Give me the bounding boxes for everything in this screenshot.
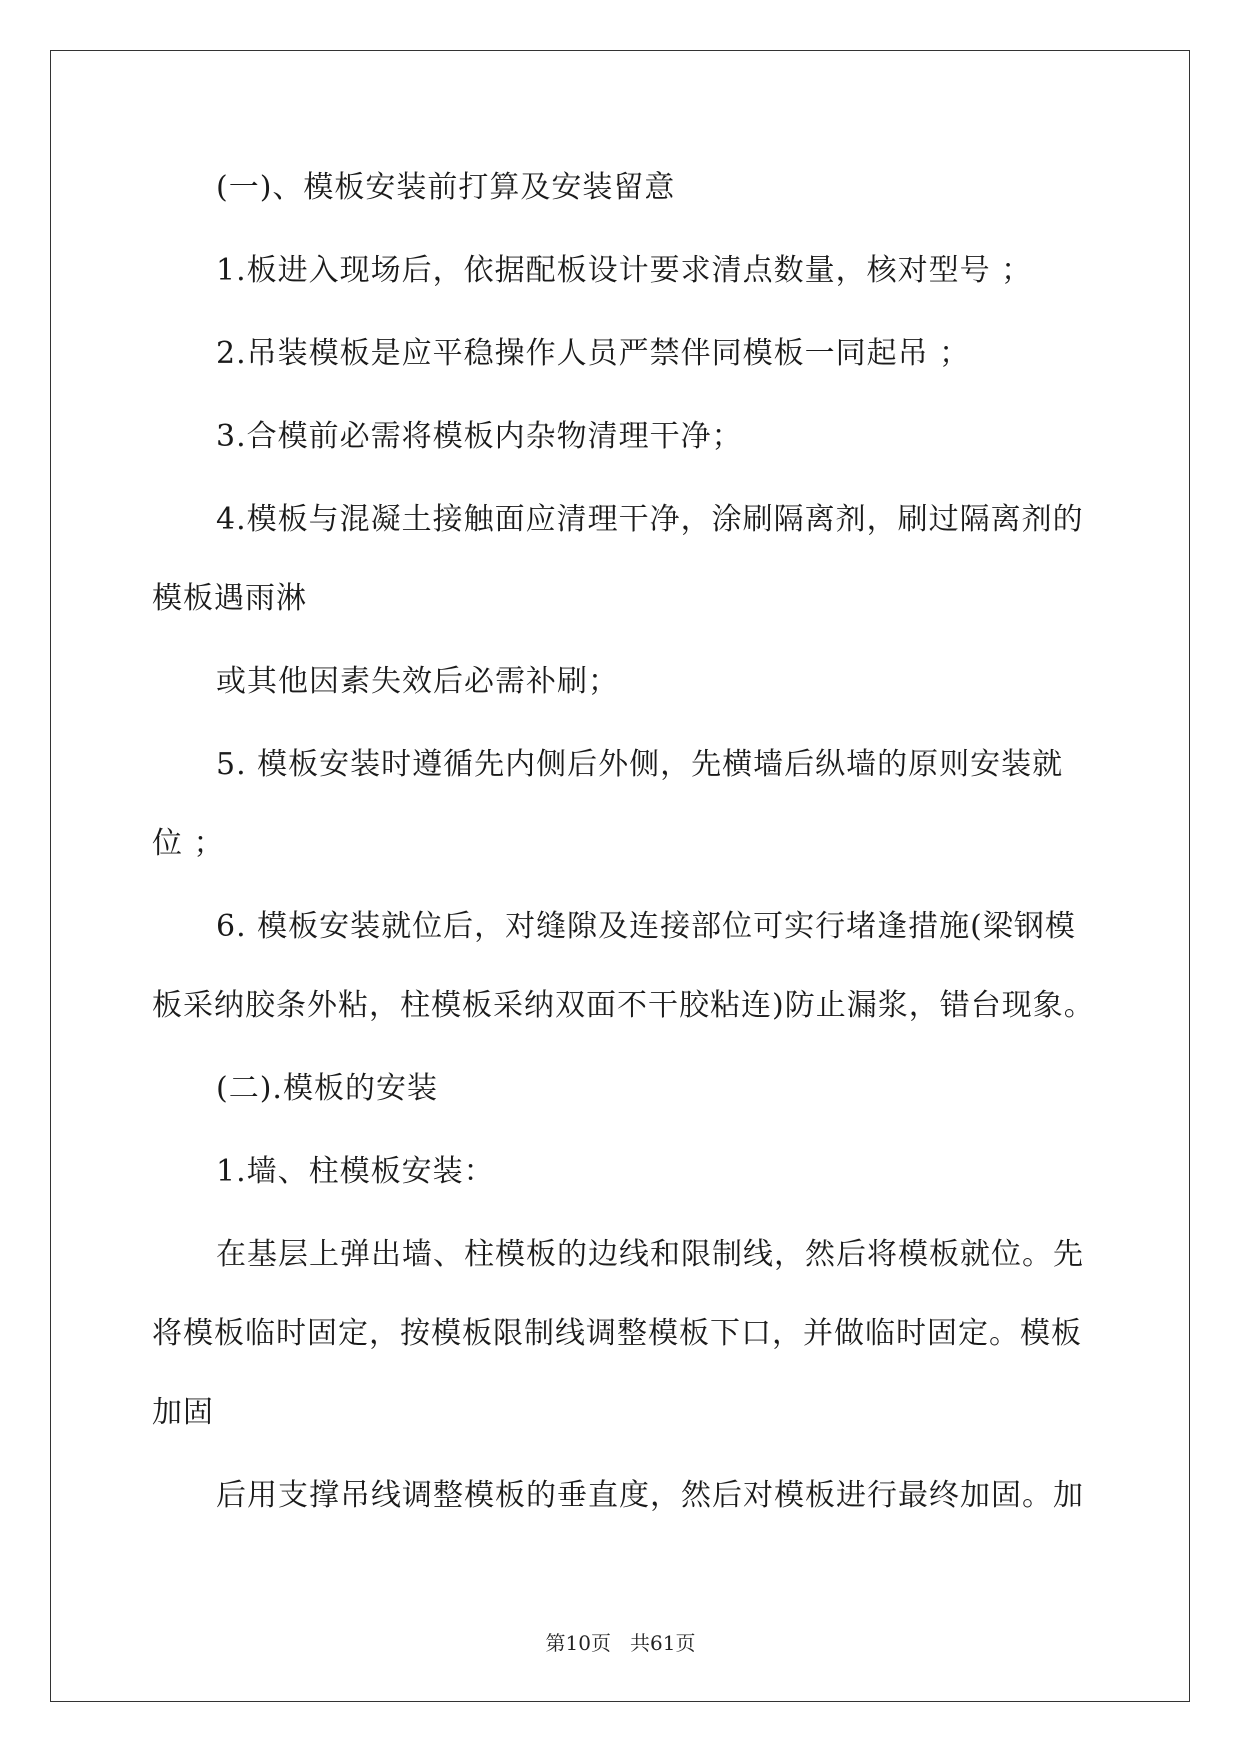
paragraph-line: 模板遇雨淋	[152, 581, 307, 616]
paragraph-line: 将模板临时固定，按模板限制线调整模板下口，并做临时固定。模板	[152, 1316, 1082, 1351]
paragraph-line: 2.吊装模板是应平稳操作人员严禁伴同模板一同起吊 ；	[216, 336, 971, 371]
paragraph-line: 1.板进入现场后，依据配板设计要求清点数量，核对型号 ；	[216, 253, 1033, 288]
section-heading-1: (一)、模板安装前打算及安装留意	[216, 170, 676, 205]
paragraph-line: 6. 模板安装就位后，对缝隙及连接部位可实行堵逢措施(梁钢模	[216, 909, 1076, 944]
paragraph-line: 位 ；	[152, 826, 225, 861]
paragraph-line: 1.墙、柱模板安装：	[216, 1154, 495, 1189]
paragraph-line: 4.模板与混凝土接触面应清理干净，涂刷隔离剂，刷过隔离剂的	[216, 502, 1084, 537]
paragraph-line: 在基层上弹出墙、柱模板的边线和限制线，然后将模板就位。先	[216, 1237, 1084, 1272]
page-border	[50, 50, 1190, 1702]
paragraph-line: 加固	[152, 1395, 214, 1430]
paragraph-line: 后用支撑吊线调整模板的垂直度，然后对模板进行最终加固。加	[216, 1478, 1084, 1513]
section-heading-2: (二).模板的安装	[216, 1071, 438, 1106]
paragraph-line: 板采纳胶条外粘，柱模板采纳双面不干胶粘连)防止漏浆，错台现象。	[152, 988, 1095, 1023]
paragraph-line: 3.合模前必需将模板内杂物清理干净；	[216, 419, 743, 454]
paragraph-line: 5. 模板安装时遵循先内侧后外侧，先横墙后纵墙的原则安装就	[216, 747, 1064, 782]
page-number-footer: 第10页 共61页	[545, 1631, 696, 1655]
paragraph-line: 或其他因素失效后必需补刷；	[216, 664, 619, 699]
